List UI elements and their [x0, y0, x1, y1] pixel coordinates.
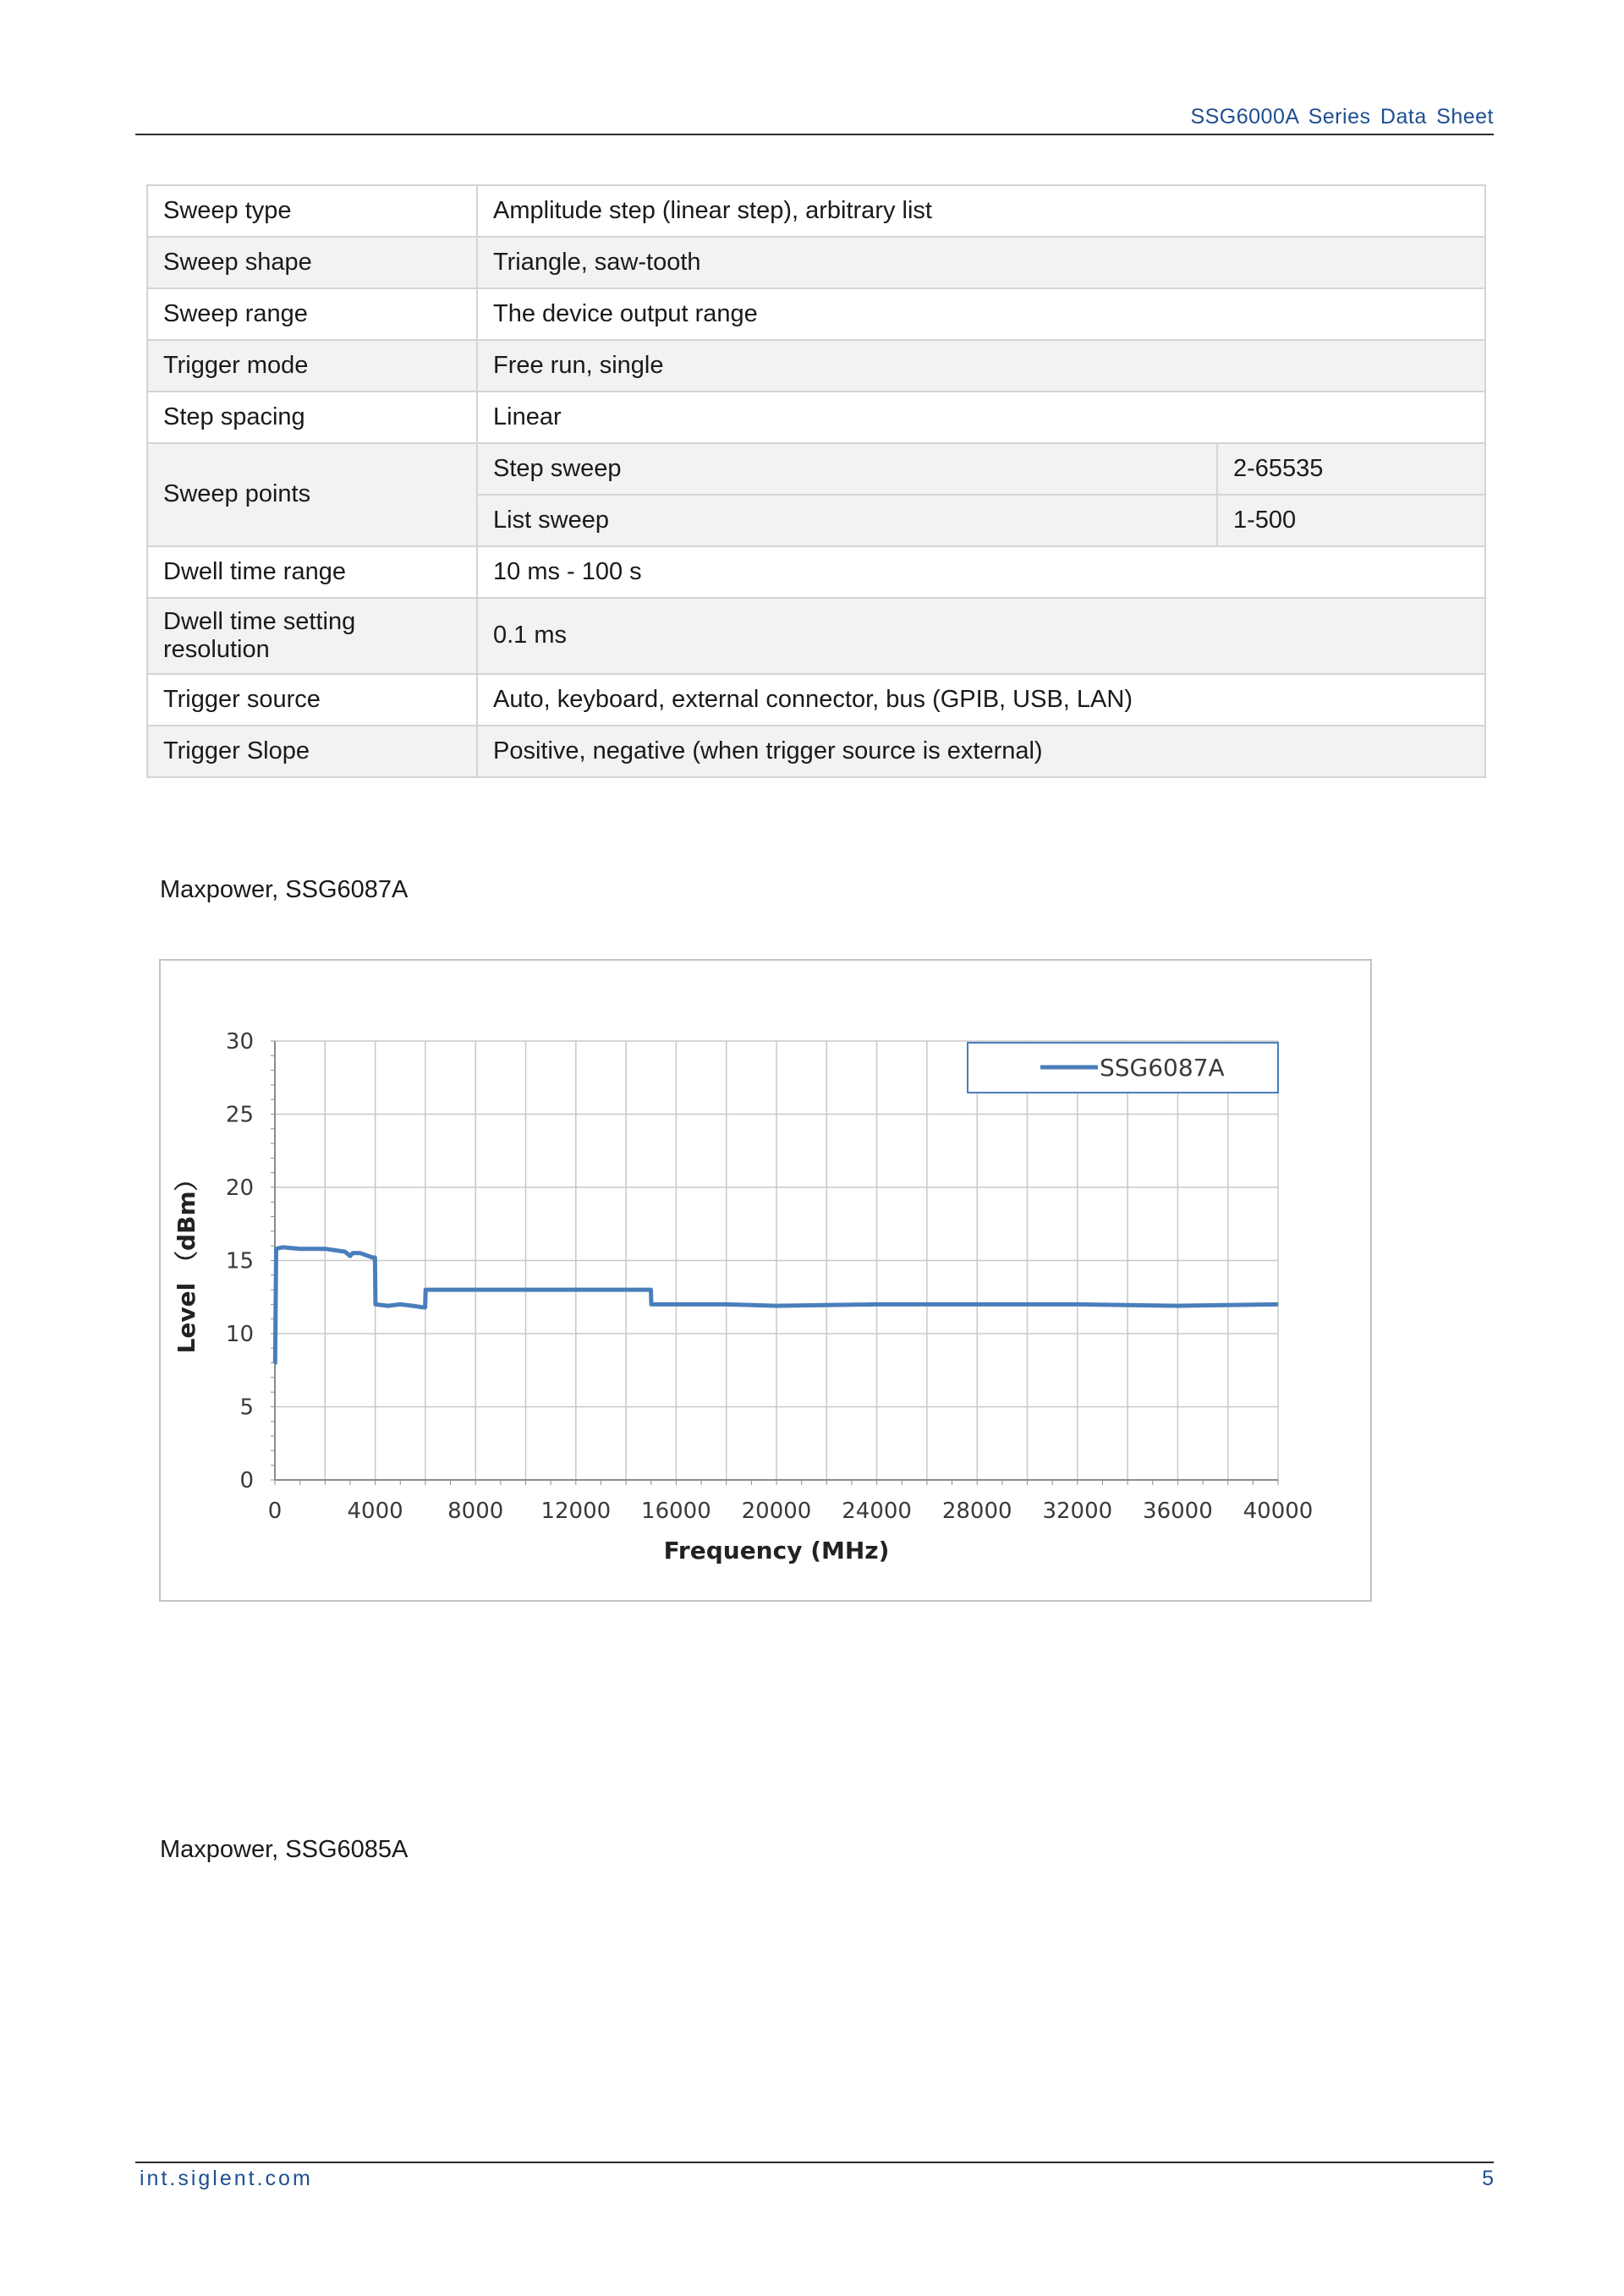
- footer-url: int.siglent.com: [140, 2167, 313, 2190]
- spec-label: Trigger source: [147, 674, 477, 726]
- table-row: [147, 443, 1485, 495]
- y-tick-label: 20: [225, 1175, 254, 1201]
- spec-label: Sweep shape: [147, 237, 477, 288]
- footer-divider: [135, 2162, 1494, 2163]
- power-chart: [161, 961, 1374, 1603]
- spec-value: Auto, keyboard, external connector, bus (GPIB, USB, LAN): [477, 674, 1485, 726]
- y-tick-label: 15: [225, 1248, 254, 1274]
- x-tick-label: 8000: [447, 1499, 504, 1524]
- chart-caption-ssg6087a: Maxpower, SSG6087A: [160, 876, 409, 903]
- spec-value: The device output range: [477, 288, 1485, 340]
- spec-value: Linear: [477, 392, 1485, 443]
- spec-value: Amplitude step (linear step), arbitrary list: [477, 185, 1485, 237]
- spec-label: Step spacing: [147, 392, 477, 443]
- spec-label: Sweep points: [147, 443, 477, 546]
- spec-label: Dwell time setting resolution: [147, 598, 477, 674]
- header-divider: [135, 134, 1494, 135]
- x-tick-label: 4000: [347, 1499, 403, 1524]
- spec-label: Trigger Slope: [147, 726, 477, 777]
- y-tick-label: 0: [239, 1468, 254, 1493]
- spec-label: Sweep type: [147, 185, 477, 237]
- legend-label: SSG6087A: [1100, 1054, 1225, 1082]
- x-axis-title: Frequency (MHz): [663, 1537, 890, 1564]
- table-row: [147, 185, 1485, 237]
- table-row: [147, 598, 1485, 674]
- chart-ticks: [226, 1029, 1313, 1524]
- table-row: [147, 340, 1485, 392]
- x-tick-label: 20000: [741, 1499, 812, 1524]
- x-tick-label: 28000: [941, 1499, 1012, 1524]
- chart-legend: [968, 1043, 1278, 1093]
- x-tick-label: 16000: [641, 1499, 711, 1524]
- table-row: [147, 392, 1485, 443]
- x-tick-label: 24000: [842, 1499, 912, 1524]
- spec-label: Sweep range: [147, 288, 477, 340]
- x-tick-label: 12000: [540, 1499, 612, 1524]
- x-tick-label: 40000: [1243, 1499, 1314, 1524]
- chart-grid: [275, 1041, 1278, 1480]
- spec-label: Dwell time range: [147, 546, 477, 598]
- spec-value: 0.1 ms: [477, 598, 1485, 674]
- y-axis-title: Level （dBm）: [173, 1167, 200, 1354]
- spec-sub-value: 2-65535: [1217, 443, 1485, 495]
- spec-value: Triangle, saw-tooth: [477, 237, 1485, 288]
- spec-label: Trigger mode: [147, 340, 477, 392]
- spec-sub-label: Step sweep: [477, 443, 1217, 495]
- spec-sub-label: List sweep: [477, 495, 1217, 546]
- chart-frame: [159, 959, 1372, 1602]
- y-tick-label: 30: [225, 1029, 254, 1055]
- chart-caption-ssg6085a: Maxpower, SSG6085A: [160, 1836, 409, 1863]
- header-title: SSG6000A Series Data Sheet: [1190, 105, 1494, 129]
- spec-value: Free run, single: [477, 340, 1485, 392]
- table-row: [147, 674, 1485, 726]
- table-row: [147, 546, 1485, 598]
- x-tick-label: 36000: [1143, 1499, 1213, 1524]
- y-tick-label: 25: [225, 1102, 254, 1128]
- sweep-spec-table: [146, 184, 1486, 778]
- table-row: [147, 288, 1485, 340]
- spec-value: Positive, negative (when trigger source is external): [477, 726, 1485, 777]
- spec-sub-value: 1-500: [1217, 495, 1485, 546]
- y-tick-label: 10: [225, 1322, 254, 1347]
- x-tick-label: 32000: [1042, 1499, 1113, 1524]
- y-tick-label: 5: [239, 1395, 254, 1421]
- table-row: [147, 726, 1485, 777]
- table-row: [147, 237, 1485, 288]
- page-number: 5: [1482, 2167, 1494, 2190]
- spec-value: 10 ms - 100 s: [477, 546, 1485, 598]
- x-tick-label: 0: [267, 1499, 283, 1524]
